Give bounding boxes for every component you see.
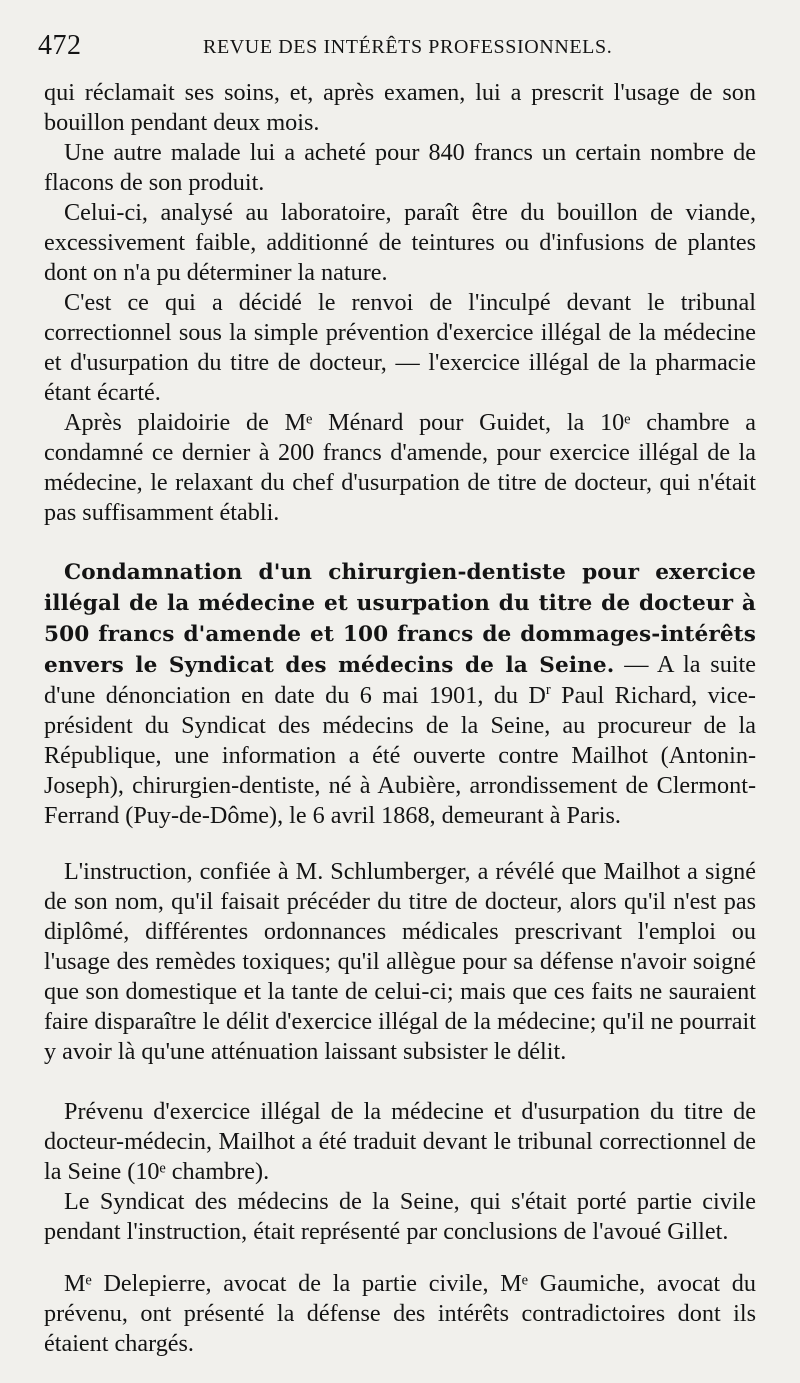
page-number: 472 [38, 30, 82, 61]
paragraph: Une autre malade lui a acheté pour 840 francs un certain nombre de flacons de son produit. [44, 139, 756, 196]
section-heading: Condamnation d'un chirurgien-dentiste pour exercice illégal de la médecine et usurpation du titre de docteur à 500 francs d'amende et 100 francs de dommages-intérêts envers le Syndicat des médecins de la Seine. [44, 560, 756, 678]
paragraph: Celui-ci, analysé au laboratoire, paraît être du bouillon de viande, excessivement faible, additionné de teintures ou d'infusions de plantes dont on n'a pu déterminer la nature. [44, 199, 756, 286]
paragraph: Mᵉ Delepierre, avocat de la partie civile, Mᵉ Gaumiche, avocat du prévenu, ont présenté la défense des intérêts contradictoires dont ils étaient chargés. [44, 1270, 756, 1357]
running-head: REVUE DES INTÉRÊTS PROFESSIONNELS. [203, 36, 613, 58]
paragraph: Le Syndicat des médecins de la Seine, qui s'était porté partie civile pendant l'instruction, était représenté par conclusions de l'avoué Gillet. [44, 1188, 756, 1245]
paragraph: Après plaidoirie de Mᵉ Ménard pour Guidet, la 10ᵉ chambre a condamné ce dernier à 200 francs d'amende, pour exercice illégal de la médecine, le relaxant du chef d'usurpation de titre de docteur, qui n'était pas suffisamment établi. [44, 409, 756, 526]
paragraph: C'est ce qui a décidé le renvoi de l'inculpé devant le tribunal correctionnel sous la simple prévention d'exercice illégal de la médecine et d'usurpation du titre de docteur, — l'exercice illégal de la pharmacie étant écarté. [44, 289, 756, 406]
paragraph-continuation: qui réclamait ses soins, et, après examen, lui a prescrit l'usage de son bouillon pendant deux mois. [44, 79, 756, 136]
paragraph: Prévenu d'exercice illégal de la médecine et d'usurpation du titre de docteur-médecin, Mailhot a été traduit devant le tribunal correctionnel de la Seine (10ᵉ chambre). [44, 1098, 756, 1185]
section-text: — A la suite d'une dénonciation en date du 6 mai 1901, du D [44, 651, 756, 709]
superscript: r [545, 681, 551, 698]
section-paragraph [44, 557, 756, 831]
paragraph: L'instruction, confiée à M. Schlumberger, a révélé que Mailhot a signé de son nom, qu'il faisait précéder du titre de docteur, alors qu'il n'est pas diplômé, différentes ordonnances médicales prescrivant l'emploi ou l'usage des remèdes toxiques; qu'il allègue pour sa défense n'avoir soigné que son domestique et la tante de celui-ci; mais que ces faits ne sauraient faire disparaître le délit d'exercice illégal de la médecine; qu'il ne pourrait y avoir là qu'une atténuation laissant subsister le délit. [44, 858, 756, 1065]
section-text-continued: Paul Richard, vice-président du Syndicat des médecins de la Seine, au procureur de la République, une information a été ouverte contre Mailhot (Antonin-Joseph), chirurgien-dentiste, né à Aubière, arrondissement de Clermont-Ferrand (Puy-de-Dôme), le 6 avril 1868, demeurant à Paris. [44, 682, 756, 829]
page-header [38, 30, 758, 66]
